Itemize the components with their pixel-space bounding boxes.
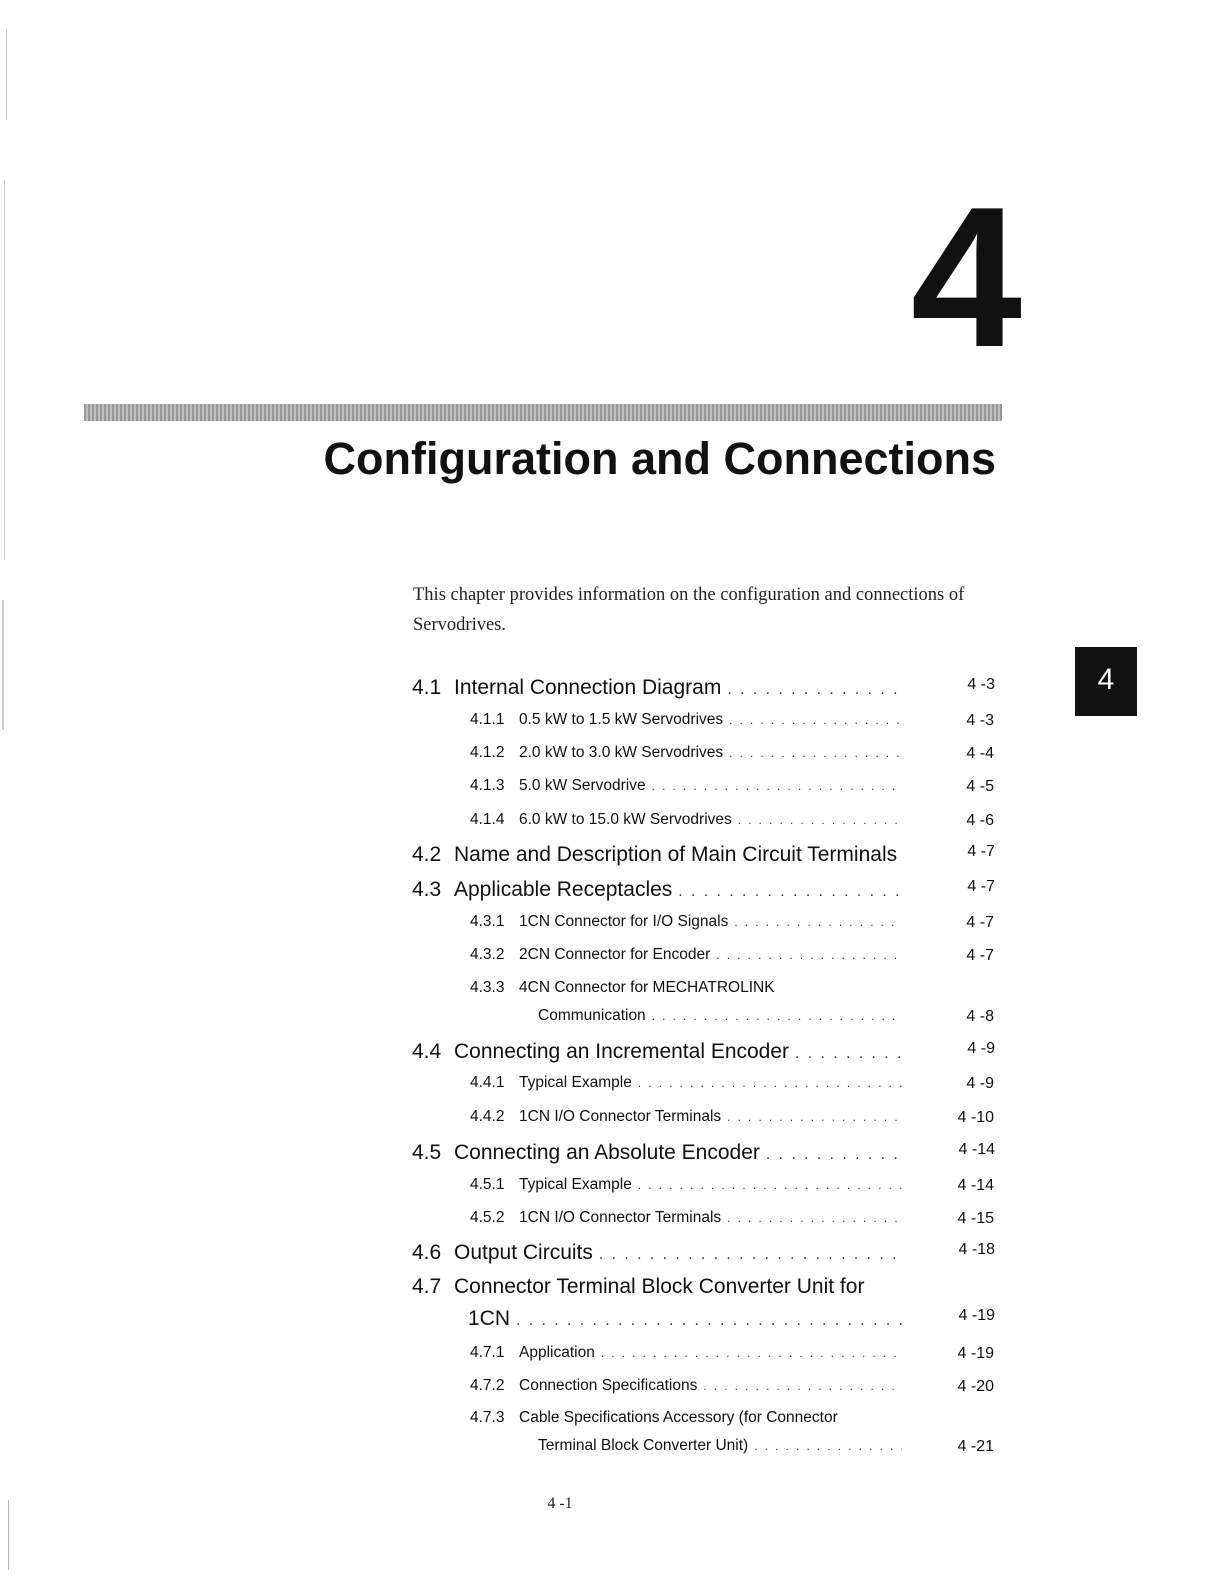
toc-entry-title: 6.0 kW to 15.0 kW Servodrives	[519, 811, 732, 828]
toc-entry-title: Applicable Receptacles	[454, 878, 673, 901]
toc-entry[interactable]	[470, 1209, 908, 1231]
toc-entry-page: 4 -18	[958, 1241, 995, 1258]
toc-entry-continuation[interactable]	[468, 1307, 908, 1335]
toc-entry-page: 4 -7	[967, 878, 995, 895]
toc-entry[interactable]	[470, 811, 908, 833]
toc-dot-leader	[729, 714, 902, 727]
toc-entry[interactable]	[412, 878, 908, 906]
toc-entry-title: Connector Terminal Block Converter Unit for	[454, 1275, 865, 1298]
toc-entry-number: 4.1	[412, 676, 442, 699]
toc-entry-continuation[interactable]	[538, 1437, 908, 1459]
toc-dot-leader	[599, 1246, 902, 1264]
toc-entry[interactable]	[412, 1141, 908, 1169]
toc-entry-title: Cable Specifications Accessory (for Connector	[519, 1409, 838, 1426]
chapter-number: 4	[910, 166, 1020, 389]
toc-entry-title: 1CN I/O Connector Terminals	[519, 1209, 722, 1226]
toc-entry[interactable]	[470, 1409, 838, 1431]
toc-entry-number: 4.1.3	[470, 777, 505, 794]
toc-entry[interactable]	[470, 1074, 908, 1096]
toc-entry[interactable]	[470, 946, 908, 968]
toc-entry-page: 4 -8	[966, 1008, 994, 1025]
toc-entry[interactable]	[470, 1344, 908, 1366]
toc-entry-title: 5.0 kW Servodrive	[519, 777, 646, 794]
toc-entry-page: 4 -14	[958, 1141, 995, 1158]
toc-entry[interactable]	[470, 744, 908, 766]
toc-dot-leader	[638, 1077, 902, 1090]
toc-entry-page: 4 -14	[957, 1177, 994, 1194]
toc-entry-number: 4.7	[412, 1275, 442, 1298]
toc-entry[interactable]	[470, 1176, 908, 1198]
scan-speck	[6, 30, 7, 120]
toc-entry[interactable]	[412, 1275, 864, 1303]
toc-entry-title: Output Circuits	[454, 1241, 593, 1264]
toc-entry-page: 4 -4	[966, 745, 994, 762]
toc-entry-title: Internal Connection Diagram	[454, 676, 722, 699]
toc-entry-title: Typical Example	[519, 1176, 632, 1193]
chapter-intro: This chapter provides information on the configuration and connections of Servodrives.	[413, 585, 965, 635]
toc-entry-page: 4 -10	[957, 1109, 994, 1126]
toc-entry-page: 4 -21	[957, 1438, 994, 1455]
toc-entry-number: 4.2	[412, 843, 442, 866]
toc-entry[interactable]	[470, 1108, 908, 1130]
toc-entry-title: Application	[519, 1344, 595, 1361]
toc-entry-page: 4 -6	[966, 812, 994, 829]
toc-entry-title: 1CN I/O Connector Terminals	[519, 1108, 722, 1125]
toc-entry[interactable]	[412, 1241, 908, 1269]
toc-entry-page: 4 -7	[966, 947, 994, 964]
toc-entry-page: 4 -19	[957, 1345, 994, 1362]
toc-entry-title-continued: Communication	[538, 1007, 646, 1024]
toc-entry-title: Connecting an Incremental Encoder	[454, 1040, 790, 1063]
toc-entry-page: 4 -7	[966, 914, 994, 931]
toc-entry-number: 4.5.2	[470, 1209, 505, 1226]
toc-entry-number: 4.7.2	[470, 1377, 505, 1394]
toc-entry-title: 0.5 kW to 1.5 kW Servodrives	[519, 711, 724, 728]
toc-dot-leader	[727, 681, 902, 699]
toc-dot-leader	[727, 1212, 902, 1225]
toc-entry[interactable]	[470, 711, 908, 733]
toc-entry-title-continued: Terminal Block Converter Unit)	[538, 1437, 749, 1454]
toc-dot-leader	[734, 916, 902, 929]
toc-entry-number: 4.4.2	[470, 1108, 505, 1125]
toc-entry-page: 4 -3	[966, 712, 994, 729]
toc-entry-title: 2CN Connector for Encoder	[519, 946, 711, 963]
toc-dot-leader	[738, 814, 902, 827]
toc-dot-leader	[727, 1111, 902, 1124]
toc-entry[interactable]	[412, 1040, 908, 1068]
toc-entry-title: 2.0 kW to 3.0 kW Servodrives	[519, 744, 724, 761]
toc-entry-page: 4 -3	[967, 676, 995, 693]
toc-entry-title-continued: 1CN	[468, 1307, 511, 1330]
toc-entry-number: 4.4.1	[470, 1074, 505, 1091]
toc-dot-leader	[729, 747, 902, 760]
toc-entry-page: 4 -19	[958, 1307, 995, 1324]
toc-entry-number: 4.1.1	[470, 711, 505, 728]
toc-entry[interactable]	[412, 676, 908, 704]
scan-speck	[8, 1500, 9, 1570]
toc-entry-number: 4.1.4	[470, 811, 505, 828]
toc-entry-number: 4.3.1	[470, 913, 505, 930]
toc-entry[interactable]	[470, 1377, 908, 1399]
toc-entry-page: 4 -20	[957, 1378, 994, 1395]
toc-entry-continuation[interactable]	[538, 1007, 908, 1029]
toc-entry-page: 4 -9	[966, 1075, 994, 1092]
toc-dot-leader	[678, 883, 902, 901]
toc-dot-leader	[716, 949, 902, 962]
chapter-title: Configuration and Connections	[323, 433, 996, 484]
toc-entry-number: 4.5.1	[470, 1176, 505, 1193]
toc-dot-leader	[766, 1146, 902, 1164]
toc-dot-leader	[795, 1045, 902, 1063]
toc-entry-title: 1CN Connector for I/O Signals	[519, 913, 729, 930]
toc-entry-number: 4.7.1	[470, 1344, 505, 1361]
toc-dot-leader	[754, 1440, 902, 1453]
toc-entry-number: 4.6	[412, 1241, 442, 1264]
toc-dot-leader	[652, 1010, 902, 1023]
toc-entry-number: 4.5	[412, 1141, 442, 1164]
toc-entry-title: Typical Example	[519, 1074, 632, 1091]
toc-entry-title: Connection Specifications	[519, 1377, 698, 1394]
toc-entry[interactable]	[412, 843, 897, 871]
scan-speck	[2, 600, 4, 730]
page-number: 4 -1	[547, 1495, 573, 1512]
toc-dot-leader	[601, 1347, 902, 1360]
toc-entry[interactable]	[470, 913, 908, 935]
toc-dot-leader	[652, 780, 902, 793]
toc-entry-title: Connecting an Absolute Encoder	[454, 1141, 760, 1164]
scan-speck	[4, 180, 5, 560]
toc-entry-number: 4.4	[412, 1040, 442, 1063]
toc-entry-page: 4 -15	[957, 1210, 994, 1227]
toc-dot-leader	[638, 1179, 902, 1192]
toc-entry-title: 4CN Connector for MECHATROLINK	[519, 979, 775, 996]
toc-dot-leader	[516, 1312, 902, 1330]
toc-entry-page: 4 -5	[966, 778, 994, 795]
toc-entry-number: 4.1.2	[470, 744, 505, 761]
toc-entry-number: 4.3	[412, 878, 442, 901]
toc-entry-title: Name and Description of Main Circuit Terminals	[454, 843, 898, 866]
toc-entry-number: 4.7.3	[470, 1409, 505, 1426]
toc-entry-page: 4 -9	[967, 1040, 995, 1057]
toc-entry[interactable]	[470, 979, 775, 1001]
chapter-side-tab[interactable]: 4	[1075, 647, 1137, 716]
toc-entry-number: 4.3.3	[470, 979, 505, 996]
toc-entry-page: 4 -7	[967, 843, 995, 860]
toc-dot-leader	[703, 1380, 902, 1393]
toc-entry-number: 4.3.2	[470, 946, 505, 963]
toc-entry[interactable]	[470, 777, 908, 799]
